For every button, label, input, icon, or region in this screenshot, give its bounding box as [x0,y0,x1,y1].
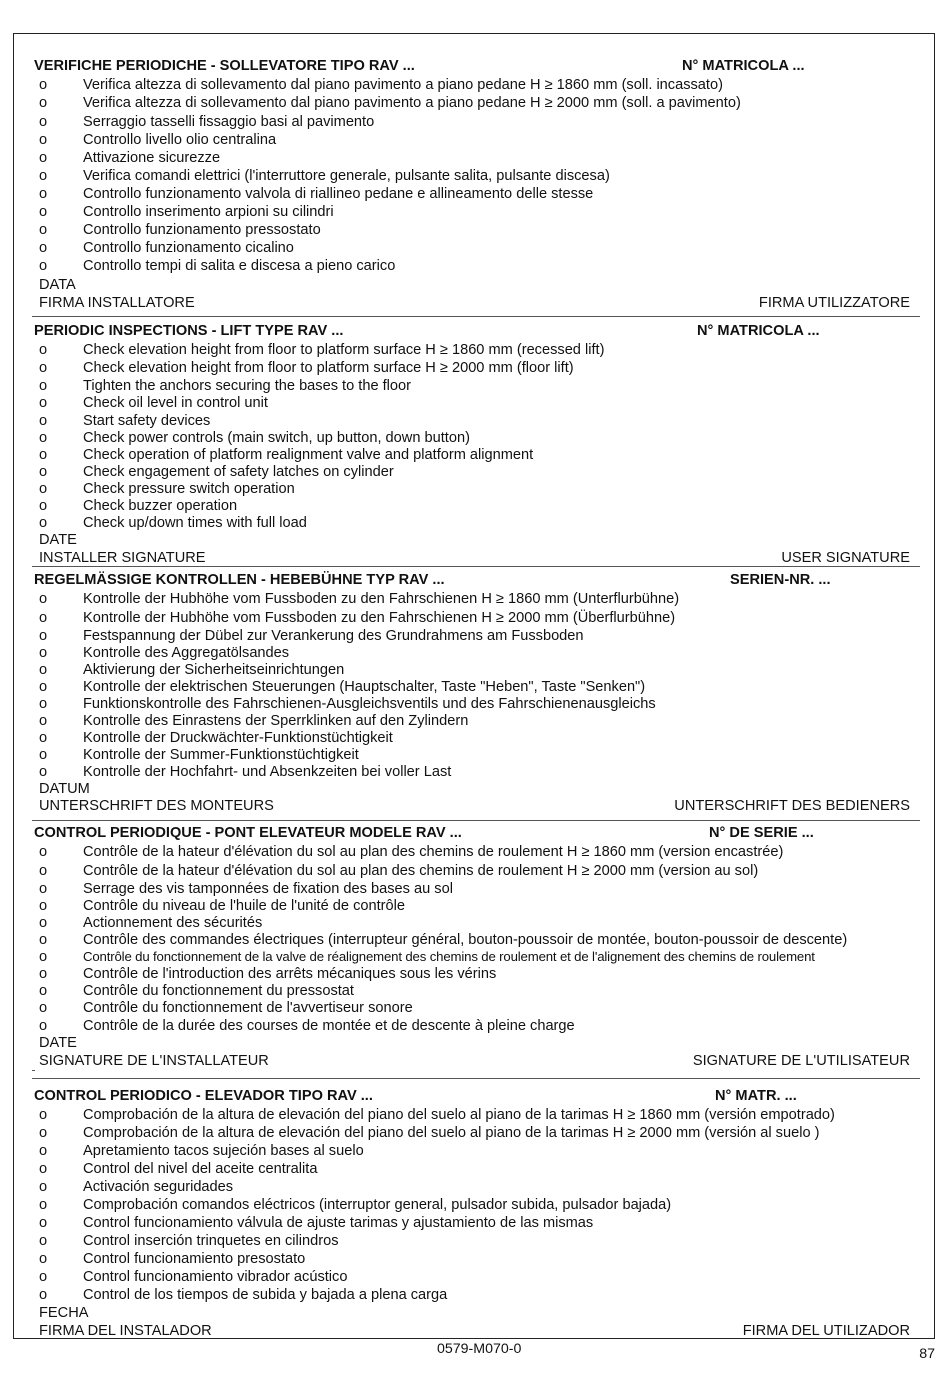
user-signature-label: USER SIGNATURE [781,550,910,566]
item-text: Contrôle de la hateur d'élévation du sol au plan des chemins de roulement H ≥ 1860 mm (version encastrée) [83,844,784,860]
list-item [14,222,936,240]
item-text: Check pressure switch operation [83,481,295,497]
bullet-marker: o [39,168,48,184]
item-text: Comprobación de la altura de elevación del piano del suelo al piano de la tarimas H ≥ 2000 mm (versión al suelo ) [83,1125,820,1141]
bullet-marker: o [39,932,48,948]
list-item [14,168,936,186]
bullet-marker: o [39,1233,48,1249]
bullet-marker: o [39,1125,48,1141]
list-item [14,204,936,222]
item-text: Contrôle du niveau de l'huile de l'unité de contrôle [83,898,405,914]
list-item [14,747,936,765]
list-item [14,645,936,663]
bullet-marker: o [39,515,48,531]
bullet-marker: o [39,881,48,897]
item-text: Comprobación de la altura de elevación del piano del suelo al piano de la tarimas H ≥ 1860 mm (versión empotrado) [83,1107,835,1123]
item-text: Kontrolle der Druckwächter-Funktionstüchtigkeit [83,730,393,746]
list-item [14,258,936,276]
bullet-marker: o [39,114,48,130]
list-item [14,1000,936,1018]
section-italian [14,58,936,315]
installer-signature-label: FIRMA DEL INSTALADOR [39,1323,212,1339]
item-text: Festspannung der Dübel zur Verankerung des Grundrahmens am Fussboden [83,628,584,644]
bullet-marker: o [39,342,48,358]
item-text: Controllo tempi di salita e discesa a pieno carico [83,258,396,274]
bullet-marker: o [39,679,48,695]
item-text: Control inserción trinquetes en cilindros [83,1233,339,1249]
bullet-marker: o [39,360,48,376]
serial-number-label: N° MATRICOLA ... [682,58,805,74]
list-item [14,713,936,731]
bullet-marker: o [39,966,48,982]
list-item [14,1125,936,1143]
item-text: Check elevation height from floor to platform surface H ≥ 2000 mm (floor lift) [83,360,574,376]
section-heading: CONTROL PERIODICO - ELEVADOR TIPO RAV ... [34,1088,373,1104]
item-text: Aktivierung der Sicherheitseinrichtungen [83,662,345,678]
section-divider [32,1078,920,1079]
item-text: Check engagement of safety latches on cylinder [83,464,394,480]
bullet-marker: o [39,696,48,712]
list-item [14,764,936,782]
list-item [14,966,936,984]
section-english [14,323,936,568]
user-signature-label: FIRMA UTILIZZATORE [758,295,910,311]
bullet-marker: o [39,898,48,914]
bullet-marker: o [39,150,48,166]
item-text: Serrage des vis tamponnées de fixation des bases au sol [83,881,453,897]
list-item [14,498,936,516]
bullet-marker: o [39,395,48,411]
bullet-marker: o [39,610,48,626]
list-item [14,983,936,1001]
list-item [14,1215,936,1233]
item-text: Controllo livello olio centralina [83,132,277,148]
list-item [14,413,936,431]
item-text: Check elevation height from floor to platform surface H ≥ 1860 mm (recessed lift) [83,342,605,358]
item-text: Verifica altezza di sollevamento dal piano pavimento a piano pedane H ≥ 1860 mm (soll. incassato) [83,77,723,93]
item-text: Check operation of platform realignment valve and platform alignment [83,447,534,463]
user-signature-label: FIRMA DEL UTILIZADOR [742,1323,910,1339]
bullet-marker: o [39,1215,48,1231]
section-spanish [14,1088,936,1338]
list-item [14,844,936,862]
item-text: Kontrolle der Hochfahrt- und Absenkzeiten bei voller Last [83,764,452,780]
document-code: 0579-M070-0 [437,1341,522,1357]
list-item [14,1233,936,1251]
list-item [14,464,936,482]
list-item [14,662,936,680]
bullet-marker: o [39,77,48,93]
bullet-marker: o [39,662,48,678]
bullet-marker: o [39,844,48,860]
serial-number-label: N° DE SERIE ... [709,825,814,841]
item-text: Control funcionamiento vibrador acústico [83,1269,348,1285]
item-text: Check buzzer operation [83,498,238,514]
bullet-marker: o [39,628,48,644]
section-divider [32,316,920,317]
date-label: DATE [39,1035,77,1051]
list-item [14,1251,936,1269]
list-item [14,1197,936,1215]
list-item [14,378,936,396]
section-divider [32,566,920,567]
date-label: DATA [39,277,76,293]
item-text: Comprobación comandos eléctricos (interruptor general, pulsador subida, pulsador bajada) [83,1197,672,1213]
list-item [14,1143,936,1161]
item-text: Control funcionamiento presostato [83,1251,306,1267]
item-text: Contrôle de la hateur d'élévation du sol au plan des chemins de roulement H ≥ 2000 mm (version au sol) [83,863,759,879]
item-text: Check up/down times with full load [83,515,307,531]
list-item [14,898,936,916]
bullet-marker: o [39,447,48,463]
list-item [14,342,936,360]
item-text: Control de los tiempos de subida y bajada a plena carga [83,1287,448,1303]
user-signature-label: UNTERSCHRIFT DES BEDIENERS [674,798,910,814]
section-heading: REGELMÄSSIGE KONTROLLEN - HEBEBÜHNE TYP RAV ... [34,572,445,588]
list-item [14,1161,936,1179]
bullet-marker: o [39,713,48,729]
bullet-marker: o [39,240,48,256]
section-heading: VERIFICHE PERIODICHE - SOLLEVATORE TIPO RAV ... [34,58,415,74]
list-item [14,863,936,881]
list-item [14,610,936,628]
item-text: Control del nivel del aceite centralita [83,1161,318,1177]
serial-number-label: N° MATR. ... [715,1088,797,1104]
item-text: Activación seguridades [83,1179,234,1195]
list-item [14,628,936,646]
bullet-marker: o [39,1251,48,1267]
bullet-marker: o [39,378,48,394]
list-item [14,132,936,150]
bullet-marker: o [39,983,48,999]
bullet-marker: o [39,1107,48,1123]
bullet-marker: o [39,95,48,111]
item-text: Serraggio tasselli fissaggio basi al pavimento [83,114,375,130]
date-label: DATUM [39,781,90,797]
bullet-marker: o [39,258,48,274]
bullet-marker: o [39,591,48,607]
item-text: Controllo funzionamento cicalino [83,240,294,256]
item-text: Controllo funzionamento valvola di riallineo pedane e allineamento delle stesse [83,186,594,202]
bullet-marker: o [39,204,48,220]
list-item [14,447,936,465]
list-item [14,481,936,499]
list-item [14,949,936,967]
item-text: Verifica altezza di sollevamento dal piano pavimento a piano pedane H ≥ 2000 mm (soll. a pavimento) [83,95,741,111]
item-text: Start safety devices [83,413,211,429]
section-german [14,572,936,822]
bullet-marker: o [39,1143,48,1159]
user-signature-label: SIGNATURE DE L'UTILISATEUR [692,1053,910,1069]
bullet-marker: o [39,730,48,746]
bullet-marker: o [39,430,48,446]
list-item [14,515,936,533]
list-item [14,1179,936,1197]
bullet-marker: o [39,1179,48,1195]
list-item [14,395,936,413]
list-item [14,240,936,258]
bullet-marker: o [39,1197,48,1213]
item-text: Contrôle du fonctionnement du pressostat [83,983,354,999]
list-item [14,360,936,378]
item-text: Contrôle de la durée des courses de montée et de descente à pleine charge [83,1018,575,1034]
section-divider [32,820,920,821]
page-frame [13,33,935,1339]
item-text: Apretamiento tacos sujeción bases al suelo [83,1143,364,1159]
section-heading: PERIODIC INSPECTIONS - LIFT TYPE RAV ... [34,323,344,339]
bullet-marker: o [39,464,48,480]
list-item [14,430,936,448]
serial-number-label: N° MATRICOLA ... [697,323,820,339]
item-text: Contrôle du fonctionnement de l'avvertiseur sonore [83,1000,413,1016]
item-text: Kontrolle der Hubhöhe vom Fussboden zu den Fahrschienen H ≥ 2000 mm (Überflurbühne) [83,610,676,626]
list-item [14,95,936,113]
bullet-marker: o [39,747,48,763]
list-item [14,77,936,95]
bullet-marker: o [39,186,48,202]
section-french [14,825,936,1077]
section-heading: CONTROL PERIODIQUE - PONT ELEVATEUR MODELE RAV ... [34,825,462,841]
item-text: Funktionskontrolle des Fahrschienen-Ausgleichsventils und des Fahrschienenausgleichs [83,696,656,712]
item-text: Controllo funzionamento pressostato [83,222,321,238]
item-text: Contrôle du fonctionnement de la valve de réalignement des chemins de roulement et de l'alignement des chemins de roulement [83,949,815,964]
list-item [14,932,936,950]
list-item [14,1269,936,1287]
bullet-marker: o [39,1161,48,1177]
bullet-marker: o [39,222,48,238]
bullet-marker: o [39,764,48,780]
item-text: Attivazione sicurezze [83,150,221,166]
list-item [14,696,936,714]
bullet-marker: o [39,645,48,661]
bullet-marker: o [39,863,48,879]
installer-signature-label: FIRMA INSTALLATORE [39,295,195,311]
bullet-marker: o [39,1287,48,1303]
list-item [14,1287,936,1305]
item-text: Control funcionamiento válvula de ajuste tarimas y ajustamiento de las mismas [83,1215,594,1231]
item-text: Kontrolle des Einrastens der Sperrklinken auf den Zylindern [83,713,469,729]
list-item [14,1107,936,1125]
item-text: Kontrolle der Summer-Funktionstüchtigkeit [83,747,359,763]
date-label: DATE [39,532,77,548]
bullet-marker: o [39,1269,48,1285]
installer-signature-label: UNTERSCHRIFT DES MONTEURS [39,798,274,814]
item-text: Kontrolle des Aggregatölsandes [83,645,290,661]
divider-tick [32,1070,35,1071]
list-item [14,114,936,132]
list-item [14,730,936,748]
list-item [14,881,936,899]
item-text: Controllo inserimento arpioni su cilindri [83,204,334,220]
installer-signature-label: SIGNATURE DE L'INSTALLATEUR [39,1053,269,1069]
page-number: 87 [919,1346,935,1362]
bullet-marker: o [39,481,48,497]
item-text: Contrôle des commandes électriques (interrupteur général, bouton-poussoir de montée, bouton-poussoir de descente) [83,932,848,948]
bullet-marker: o [39,915,48,931]
installer-signature-label: INSTALLER SIGNATURE [39,550,206,566]
item-text: Verifica comandi elettrici (l'interruttore generale, pulsante salita, pulsante discesa) [83,168,610,184]
bullet-marker: o [39,498,48,514]
item-text: Tighten the anchors securing the bases to the floor [83,378,412,394]
serial-number-label: SERIEN-NR. ... [730,572,831,588]
item-text: Kontrolle der Hubhöhe vom Fussboden zu den Fahrschienen H ≥ 1860 mm (Unterflurbühne) [83,591,680,607]
bullet-marker: o [39,413,48,429]
bullet-marker: o [39,949,48,965]
bullet-marker: o [39,132,48,148]
item-text: Check power controls (main switch, up button, down button) [83,430,470,446]
bullet-marker: o [39,1000,48,1016]
item-text: Check oil level in control unit [83,395,268,411]
item-text: Actionnement des sécurités [83,915,263,931]
list-item [14,591,936,609]
list-item [14,1018,936,1036]
item-text: Contrôle de l'introduction des arrêts mécaniques sous les vérins [83,966,497,982]
date-label: FECHA [39,1305,89,1321]
list-item [14,186,936,204]
bullet-marker: o [39,1018,48,1034]
list-item [14,679,936,697]
list-item [14,915,936,933]
list-item [14,150,936,168]
item-text: Kontrolle der elektrischen Steuerungen (Hauptschalter, Taste "Heben", Taste "Senken") [83,679,646,695]
